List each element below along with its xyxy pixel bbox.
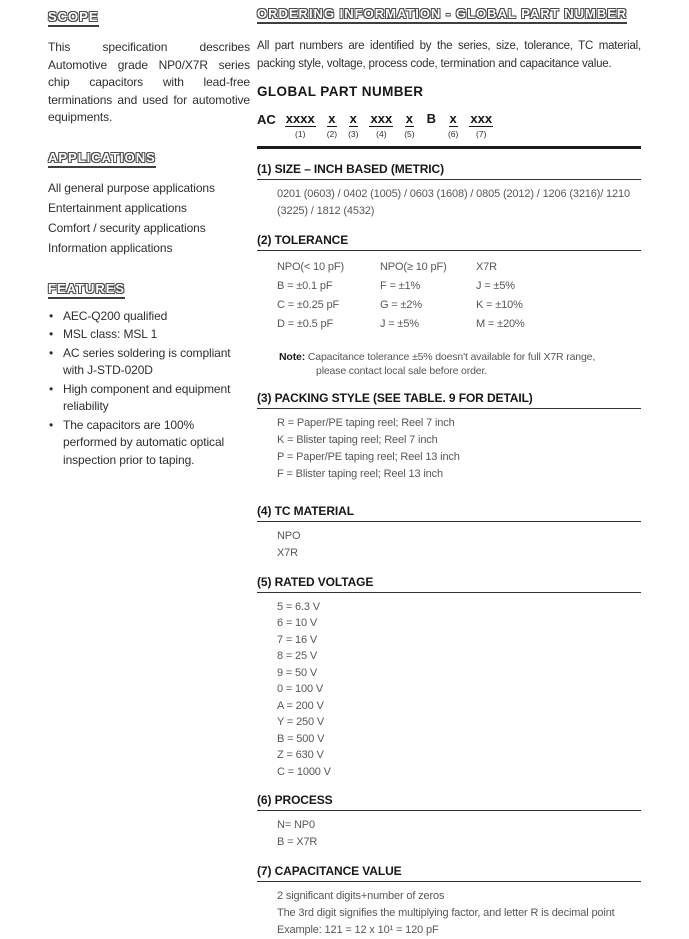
section-packing-style (257, 391, 641, 483)
rated-voltage-item: C = 1000 V (277, 765, 331, 778)
applications-list (48, 178, 250, 258)
section-capacitance-value (257, 864, 641, 939)
features-list (48, 308, 250, 470)
divider-rule (257, 146, 641, 149)
section-rated-voltage-title: (5) RATED VOLTAGE (257, 575, 641, 593)
part-number-group-text: B (426, 111, 436, 126)
tolerance-column-npo-ge10 (380, 258, 476, 334)
note-label: Note: (279, 350, 306, 363)
feature-item: • MSL class: MSL 1 (48, 326, 250, 344)
part-number-group-text: x (405, 111, 413, 126)
part-number-group-text: xxxx (285, 111, 315, 126)
features-header: FEATURES (48, 281, 125, 299)
tolerance-note (257, 350, 641, 378)
part-number-group-text: x (349, 111, 357, 126)
part-number-group-7 (469, 112, 493, 139)
rated-voltage-item: Z = 630 V (277, 749, 324, 761)
section-size (257, 162, 641, 220)
tolerance-value: G = ±2% (380, 298, 422, 311)
rated-voltage-item: 9 = 50 V (277, 666, 318, 679)
section-rated-voltage (257, 575, 641, 781)
packing-style-item: R = Paper/PE taping reel; Reel 7 inch (277, 416, 455, 429)
rated-voltage-list (277, 599, 641, 781)
tolerance-value: F = ±1% (380, 279, 421, 292)
tolerance-value: J = ±5% (476, 279, 515, 292)
applications-section (48, 149, 250, 258)
process-item: B = X7R (277, 836, 318, 848)
capacitance-example-item: Example: 121 = 12 x 10¹ = 120 pF (277, 924, 439, 936)
rated-voltage-item: 0 = 100 V (277, 683, 324, 695)
section-process-title: (6) PROCESS (257, 793, 641, 811)
part-number-group-index: (7) (476, 129, 487, 139)
tolerance-column-header: NPO(≥ 10 pF) (380, 260, 447, 273)
tolerance-column-header: X7R (476, 260, 497, 273)
rated-voltage-item: 6 = 10 V (277, 617, 318, 629)
section-packing-style-title: (3) PACKING STYLE (SEE TABLE. 9 FOR DETAIL) (257, 391, 641, 409)
packing-style-item: K = Blister taping reel; Reel 7 inch (277, 433, 438, 446)
part-number-group-1 (285, 112, 316, 139)
tolerance-value: K = ±10% (476, 298, 523, 311)
part-number-group-4 (369, 112, 393, 139)
part-number-format (257, 112, 641, 139)
part-number-group-index: (1) (295, 129, 306, 139)
packing-style-list (277, 415, 641, 483)
note-text-line2: please contact local sale before order. (316, 364, 488, 377)
scope-header: SCOPE (48, 9, 99, 27)
part-number-group-text: x (328, 111, 336, 126)
ordering-information-column (257, 5, 641, 939)
part-number-group-index: (2) (326, 129, 338, 139)
tolerance-value: M = ±20% (476, 317, 525, 330)
tolerance-column-npo-lt10 (277, 258, 380, 334)
section-tc-material-title: (4) TC MATERIAL (257, 504, 641, 522)
feature-item: • AEC-Q200 qualified (48, 308, 250, 326)
ordering-intro-text: All part numbers are identified by the series, size, tolerance, TC material, packing style, voltage, process code, termination and capacitance value. (257, 40, 641, 70)
tc-material-item: NPO (277, 529, 301, 542)
tolerance-table (257, 258, 641, 334)
part-number-group-3 (348, 112, 358, 139)
ordering-information-header: ORDERING INFORMATION - GLOBAL PART NUMBER (257, 6, 627, 24)
application-item: All general purpose applications (48, 180, 215, 195)
part-number-group-index: (3) (348, 129, 359, 139)
tc-material-list (277, 528, 641, 562)
applications-header: APPLICATIONS (48, 150, 156, 168)
rated-voltage-item: Y = 250 V (277, 716, 325, 728)
section-capacitance-value-title: (7) CAPACITANCE VALUE (257, 864, 641, 882)
feature-item: • High component and equipment reliability (48, 381, 250, 416)
section-tolerance (257, 233, 641, 378)
features-section (48, 280, 250, 470)
scope-body: This specification describes Automotive grade NP0/X7R series chip capacitors with lead-free terminations and used for automotive equipments. (48, 40, 250, 124)
part-number-group-text: xxx (470, 111, 493, 126)
packing-style-item: F = Blister taping reel; Reel 13 inch (277, 467, 443, 480)
rated-voltage-item: 8 = 25 V (277, 650, 318, 662)
rated-voltage-item: 5 = 6.3 V (277, 600, 320, 613)
packing-style-item: P = Paper/PE taping reel; Reel 13 inch (277, 450, 460, 463)
tolerance-column-header: NPO(< 10 pF) (277, 260, 344, 273)
part-number-group-text: x (449, 111, 457, 126)
left-column (48, 8, 250, 470)
capacitance-value-list (277, 888, 641, 939)
size-values: 0201 (0603) / 0402 (1005) / 0603 (1608) / 0805 (2012) / 1206 (3216)/ 1210 (3225) / 1812 (4532) (277, 187, 630, 217)
application-item: Comfort / security applications (48, 220, 206, 235)
part-number-group-6 (448, 112, 458, 139)
process-item: N= NP0 (277, 819, 315, 831)
part-number-group-2 (327, 112, 337, 139)
process-list (277, 817, 641, 851)
part-number-group-index: (5) (404, 129, 415, 139)
application-item: Information applications (48, 240, 173, 255)
rated-voltage-item: B = 500 V (277, 732, 325, 745)
application-item: Entertainment applications (48, 200, 187, 215)
tolerance-value: D = ±0.5 pF (277, 317, 334, 330)
section-tolerance-title: (2) TOLERANCE (257, 233, 641, 251)
part-number-prefix: AC (257, 112, 276, 127)
part-number-group-index: (4) (376, 129, 387, 139)
tc-material-item: X7R (277, 546, 298, 559)
section-size-title: (1) SIZE – INCH BASED (METRIC) (257, 162, 641, 180)
tolerance-value: C = ±0.25 pF (277, 298, 340, 311)
feature-item: • The capacitors are 100% performed by automatic optical inspection prior to taping. (48, 417, 250, 470)
capacitance-rule-item: The 3rd digit signifies the multiplying factor, and letter R is decimal point (277, 907, 615, 919)
note-text-line1: Capacitance tolerance ±5% doesn't available for full X7R range, (307, 350, 596, 363)
section-tc-material (257, 504, 641, 562)
part-number-group-text: xxx (370, 111, 393, 126)
part-number-group-index: (6) (447, 129, 459, 139)
capacitance-rule-item: 2 significant digits+number of zeros (277, 890, 445, 902)
tolerance-column-x7r (476, 258, 525, 334)
part-number-fixed-b (426, 112, 437, 128)
part-number-group-5 (404, 112, 414, 139)
tolerance-value: J = ±5% (380, 317, 419, 330)
tolerance-value: B = ±0.1 pF (277, 279, 333, 292)
global-part-number-heading: GLOBAL PART NUMBER (257, 84, 424, 99)
rated-voltage-item: A = 200 V (277, 699, 324, 712)
feature-item: • AC series soldering is compliant with J-STD-020D (48, 345, 250, 380)
section-process (257, 793, 641, 851)
rated-voltage-item: 7 = 16 V (277, 633, 318, 646)
